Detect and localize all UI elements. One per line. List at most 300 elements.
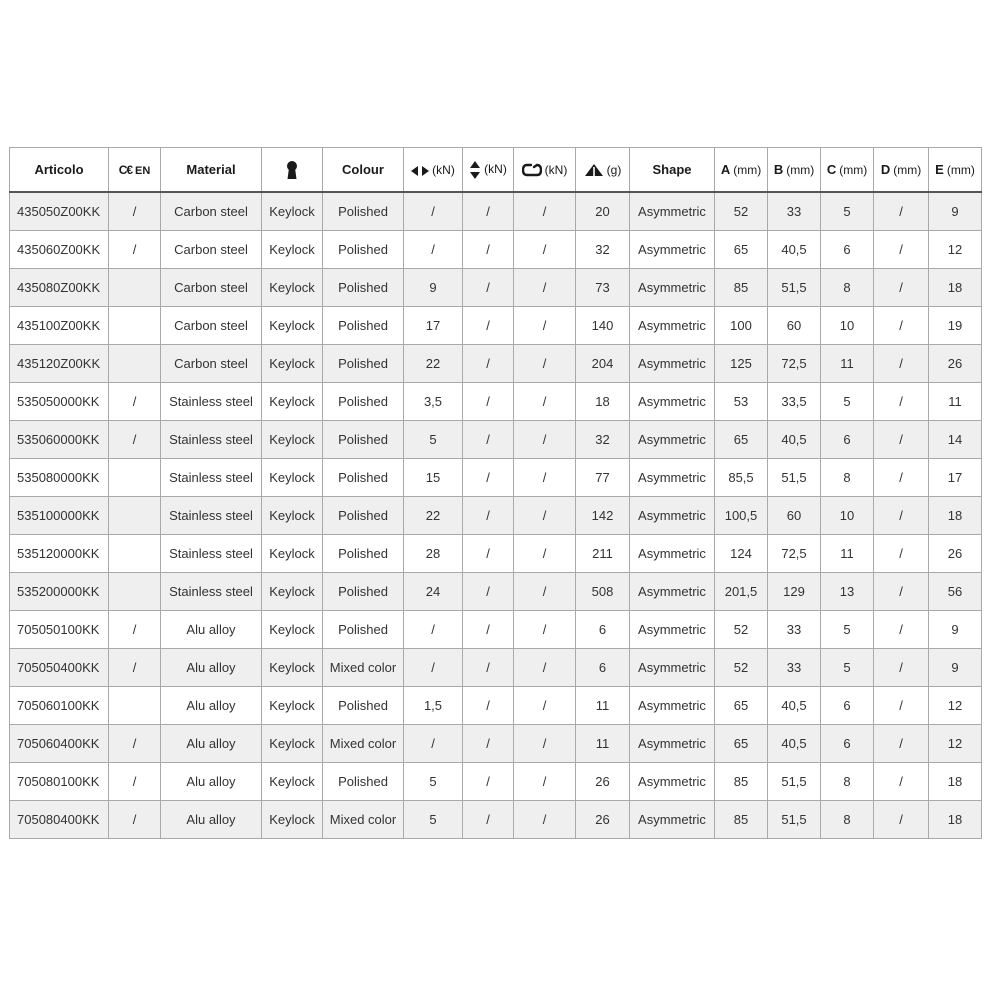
cell-dim-e: 9 [929,192,982,231]
cell-shape: Asymmetric [630,649,715,687]
table-row [10,459,982,497]
cell-major-axis: 5 [404,801,463,839]
table-row [10,763,982,801]
cell-dim-c: 13 [821,573,874,611]
cell-gate-open: / [514,725,576,763]
cell-shape: Asymmetric [630,231,715,269]
cell-dim-e: 26 [929,345,982,383]
cell-dim-c: 8 [821,801,874,839]
table-row [10,231,982,269]
cell-dim-b: 40,5 [768,687,821,725]
cell-weight: 508 [576,573,630,611]
table-header-row [10,148,982,193]
header-gate-open-strength [514,148,576,193]
cell-dim-a: 124 [715,535,768,573]
cell-certification [109,573,161,611]
cell-certification [109,307,161,345]
cell-major-axis: 22 [404,497,463,535]
keyhole-icon [286,160,298,180]
header-a-unit: (mm) [733,163,762,177]
cell-gate-open: / [514,307,576,345]
cell-colour: Mixed color [323,649,404,687]
cell-shape: Asymmetric [630,725,715,763]
cell-shape: Asymmetric [630,307,715,345]
cell-weight: 18 [576,383,630,421]
cell-material: Carbon steel [161,231,262,269]
cell-material: Alu alloy [161,763,262,801]
cell-dim-c: 8 [821,459,874,497]
cell-gate-open: / [514,459,576,497]
cell-major-axis: 24 [404,573,463,611]
cell-shape: Asymmetric [630,269,715,307]
cell-gate-open: / [514,383,576,421]
cell-dim-b: 51,5 [768,269,821,307]
table-row [10,383,982,421]
cell-dim-b: 60 [768,497,821,535]
table-row [10,573,982,611]
cell-dim-e: 18 [929,497,982,535]
header-d-label: D [880,162,891,177]
cell-major-axis: / [404,725,463,763]
header-cert-label: EN [135,165,151,177]
header-weight-unit: (g) [606,162,622,177]
cell-certification: / [109,192,161,231]
cell-weight: 32 [576,231,630,269]
header-dimension-a [715,148,768,193]
cell-dim-a: 65 [715,687,768,725]
cell-dim-c: 8 [821,763,874,801]
cell-dim-c: 6 [821,725,874,763]
cell-weight: 26 [576,801,630,839]
cell-shape: Asymmetric [630,611,715,649]
cell-dim-b: 51,5 [768,801,821,839]
gate-open-icon [522,163,542,177]
cell-dim-d: / [874,231,929,269]
cell-minor-axis: / [463,307,514,345]
table-row [10,192,982,231]
cell-dim-d: / [874,535,929,573]
header-e-unit: (mm) [946,163,975,177]
cell-certification: / [109,649,161,687]
cell-lock: Keylock [262,307,323,345]
cell-dim-c: 6 [821,231,874,269]
cell-dim-e: 56 [929,573,982,611]
table-row [10,269,982,307]
cell-code: 705050100KK [10,611,109,649]
cell-certification: / [109,611,161,649]
cell-certification: / [109,801,161,839]
table-row [10,421,982,459]
cell-shape: Asymmetric [630,763,715,801]
cell-code: 705060100KK [10,687,109,725]
cell-dim-e: 9 [929,611,982,649]
cell-lock: Keylock [262,611,323,649]
header-e-label: E [935,162,944,177]
cell-dim-b: 33,5 [768,383,821,421]
cell-gate-open: / [514,649,576,687]
cell-code: 705060400KK [10,725,109,763]
cell-dim-a: 100,5 [715,497,768,535]
cell-colour: Polished [323,497,404,535]
cell-gate-open: / [514,192,576,231]
cell-lock: Keylock [262,192,323,231]
header-d-unit: (mm) [893,163,922,177]
cell-gate-open: / [514,497,576,535]
cell-weight: 204 [576,345,630,383]
cell-shape: Asymmetric [630,573,715,611]
cell-certification: / [109,383,161,421]
cell-material: Carbon steel [161,192,262,231]
cell-material: Stainless steel [161,573,262,611]
cell-major-axis: 5 [404,421,463,459]
cell-gate-open: / [514,611,576,649]
cell-minor-axis: / [463,192,514,231]
cell-lock: Keylock [262,383,323,421]
cell-weight: 73 [576,269,630,307]
cell-certification [109,269,161,307]
cell-dim-e: 26 [929,535,982,573]
cell-colour: Polished [323,611,404,649]
cell-shape: Asymmetric [630,801,715,839]
cell-dim-c: 10 [821,497,874,535]
cell-certification [109,345,161,383]
cell-lock: Keylock [262,573,323,611]
cell-weight: 140 [576,307,630,345]
cell-major-axis: 3,5 [404,383,463,421]
cell-material: Stainless steel [161,421,262,459]
cell-dim-e: 12 [929,687,982,725]
header-dimension-e [929,148,982,193]
cell-lock: Keylock [262,345,323,383]
cell-certification: / [109,763,161,801]
cell-certification: / [109,231,161,269]
cell-code: 435050Z00KK [10,192,109,231]
header-lock [262,148,323,193]
cell-lock: Keylock [262,725,323,763]
cell-dim-c: 10 [821,307,874,345]
cell-code: 535080000KK [10,459,109,497]
header-code: Articolo [10,148,109,193]
cell-gate-open: / [514,421,576,459]
cell-gate-open: / [514,269,576,307]
ce-mark-icon: C€ [118,163,133,177]
header-weight [576,148,630,193]
cell-gate-open: / [514,573,576,611]
cell-dim-c: 5 [821,383,874,421]
cell-code: 705080400KK [10,801,109,839]
cell-dim-b: 51,5 [768,459,821,497]
cell-weight: 211 [576,535,630,573]
header-dimension-d [874,148,929,193]
cell-dim-d: / [874,307,929,345]
cell-lock: Keylock [262,535,323,573]
cell-dim-a: 85 [715,763,768,801]
cell-shape: Asymmetric [630,345,715,383]
cell-dim-e: 18 [929,801,982,839]
cell-major-axis: / [404,231,463,269]
header-dimension-c [821,148,874,193]
cell-dim-a: 52 [715,192,768,231]
table-row [10,801,982,839]
cell-major-axis: / [404,649,463,687]
header-material: Material [161,148,262,193]
cell-minor-axis: / [463,573,514,611]
cell-major-axis: 22 [404,345,463,383]
cell-colour: Polished [323,763,404,801]
cell-lock: Keylock [262,763,323,801]
cell-code: 435080Z00KK [10,269,109,307]
header-a-label: A [720,162,731,177]
cell-gate-open: / [514,345,576,383]
cell-gate-open: / [514,231,576,269]
cell-dim-e: 11 [929,383,982,421]
header-major-axis-strength [404,148,463,193]
cell-code: 535200000KK [10,573,109,611]
cell-minor-axis: / [463,459,514,497]
cell-colour: Polished [323,269,404,307]
table-row [10,687,982,725]
cell-gate-open: / [514,801,576,839]
cell-certification: / [109,725,161,763]
cell-dim-e: 18 [929,763,982,801]
cell-material: Stainless steel [161,497,262,535]
cell-shape: Asymmetric [630,421,715,459]
cell-dim-a: 52 [715,611,768,649]
table-row [10,307,982,345]
cell-dim-d: / [874,649,929,687]
cell-dim-e: 14 [929,421,982,459]
table-row [10,497,982,535]
cell-dim-d: / [874,383,929,421]
cell-dim-e: 12 [929,231,982,269]
cell-dim-e: 9 [929,649,982,687]
cell-weight: 11 [576,687,630,725]
cell-shape: Asymmetric [630,459,715,497]
cell-dim-c: 5 [821,611,874,649]
cell-colour: Polished [323,307,404,345]
cell-material: Stainless steel [161,535,262,573]
header-minor-unit: (kN) [484,161,507,176]
cell-code: 435120Z00KK [10,345,109,383]
cell-material: Alu alloy [161,611,262,649]
cell-weight: 11 [576,725,630,763]
cell-dim-c: 11 [821,345,874,383]
cell-code: 535050000KK [10,383,109,421]
cell-lock: Keylock [262,459,323,497]
cell-lock: Keylock [262,421,323,459]
cell-code: 705050400KK [10,649,109,687]
cell-material: Carbon steel [161,345,262,383]
cell-dim-b: 40,5 [768,231,821,269]
cell-major-axis: 1,5 [404,687,463,725]
cell-minor-axis: / [463,497,514,535]
major-axis-arrows-icon [411,165,429,177]
header-c-unit: (mm) [839,163,868,177]
weight-icon [584,163,604,177]
cell-dim-d: / [874,421,929,459]
cell-certification [109,535,161,573]
cell-weight: 32 [576,421,630,459]
cell-colour: Polished [323,573,404,611]
header-b-label: B [773,162,784,177]
cell-colour: Polished [323,421,404,459]
cell-lock: Keylock [262,687,323,725]
cell-dim-d: / [874,573,929,611]
cell-dim-b: 129 [768,573,821,611]
product-spec-table [9,147,982,839]
cell-major-axis: 5 [404,763,463,801]
cell-major-axis: 17 [404,307,463,345]
cell-certification: / [109,421,161,459]
cell-shape: Asymmetric [630,383,715,421]
cell-lock: Keylock [262,649,323,687]
cell-major-axis: 15 [404,459,463,497]
header-colour: Colour [323,148,404,193]
cell-code: 435060Z00KK [10,231,109,269]
cell-dim-b: 72,5 [768,345,821,383]
cell-dim-d: / [874,725,929,763]
cell-shape: Asymmetric [630,687,715,725]
cell-dim-d: / [874,497,929,535]
cell-minor-axis: / [463,231,514,269]
cell-dim-d: / [874,687,929,725]
cell-dim-c: 11 [821,535,874,573]
header-c-label: C [826,162,837,177]
cell-lock: Keylock [262,231,323,269]
cell-dim-e: 12 [929,725,982,763]
cell-lock: Keylock [262,497,323,535]
table-body [10,192,982,839]
cell-code: 535120000KK [10,535,109,573]
cell-gate-open: / [514,687,576,725]
cell-minor-axis: / [463,535,514,573]
cell-minor-axis: / [463,383,514,421]
cell-lock: Keylock [262,269,323,307]
cell-dim-b: 40,5 [768,725,821,763]
cell-minor-axis: / [463,345,514,383]
cell-minor-axis: / [463,687,514,725]
table-row [10,345,982,383]
cell-shape: Asymmetric [630,535,715,573]
cell-material: Alu alloy [161,649,262,687]
cell-colour: Polished [323,383,404,421]
cell-dim-d: / [874,801,929,839]
cell-major-axis: / [404,192,463,231]
cell-colour: Polished [323,345,404,383]
cell-major-axis: / [404,611,463,649]
cell-dim-d: / [874,459,929,497]
cell-shape: Asymmetric [630,192,715,231]
cell-certification [109,687,161,725]
cell-colour: Mixed color [323,801,404,839]
cell-colour: Polished [323,459,404,497]
cell-dim-a: 53 [715,383,768,421]
cell-dim-b: 40,5 [768,421,821,459]
cell-code: 705080100KK [10,763,109,801]
cell-material: Stainless steel [161,383,262,421]
cell-colour: Polished [323,231,404,269]
cell-dim-d: / [874,763,929,801]
cell-minor-axis: / [463,801,514,839]
cell-dim-c: 5 [821,649,874,687]
cell-dim-b: 33 [768,192,821,231]
cell-dim-b: 33 [768,649,821,687]
table-row [10,535,982,573]
cell-weight: 6 [576,611,630,649]
header-dimension-b [768,148,821,193]
header-gate-unit: (kN) [544,162,568,177]
cell-material: Alu alloy [161,687,262,725]
cell-dim-c: 8 [821,269,874,307]
header-certification [109,148,161,193]
cell-material: Carbon steel [161,307,262,345]
cell-material: Carbon steel [161,269,262,307]
cell-colour: Polished [323,192,404,231]
table-row [10,649,982,687]
cell-dim-c: 5 [821,192,874,231]
header-minor-axis-strength [463,148,514,193]
cell-dim-a: 65 [715,231,768,269]
cell-major-axis: 9 [404,269,463,307]
cell-material: Alu alloy [161,801,262,839]
cell-dim-e: 19 [929,307,982,345]
cell-certification [109,459,161,497]
cell-dim-a: 85 [715,801,768,839]
cell-dim-d: / [874,611,929,649]
cell-code: 435100Z00KK [10,307,109,345]
cell-dim-b: 72,5 [768,535,821,573]
header-shape: Shape [630,148,715,193]
header-major-unit: (kN) [432,163,455,177]
cell-minor-axis: / [463,763,514,801]
cell-material: Alu alloy [161,725,262,763]
header-b-unit: (mm) [786,163,815,177]
cell-gate-open: / [514,535,576,573]
cell-dim-a: 65 [715,725,768,763]
cell-dim-b: 60 [768,307,821,345]
cell-minor-axis: / [463,421,514,459]
cell-minor-axis: / [463,269,514,307]
cell-material: Stainless steel [161,459,262,497]
cell-weight: 20 [576,192,630,231]
cell-dim-d: / [874,345,929,383]
cell-lock: Keylock [262,801,323,839]
cell-minor-axis: / [463,649,514,687]
cell-major-axis: 28 [404,535,463,573]
cell-colour: Polished [323,687,404,725]
cell-dim-a: 85 [715,269,768,307]
cell-dim-e: 18 [929,269,982,307]
minor-axis-arrows-icon [469,161,481,179]
cell-weight: 77 [576,459,630,497]
cell-gate-open: / [514,763,576,801]
cell-code: 535100000KK [10,497,109,535]
cell-dim-a: 201,5 [715,573,768,611]
cell-dim-e: 17 [929,459,982,497]
cell-minor-axis: / [463,725,514,763]
cell-dim-a: 85,5 [715,459,768,497]
cell-dim-a: 65 [715,421,768,459]
cell-colour: Mixed color [323,725,404,763]
cell-dim-a: 100 [715,307,768,345]
table-row [10,725,982,763]
cell-weight: 26 [576,763,630,801]
cell-dim-b: 33 [768,611,821,649]
cell-code: 535060000KK [10,421,109,459]
cell-shape: Asymmetric [630,497,715,535]
cell-weight: 6 [576,649,630,687]
cell-colour: Polished [323,535,404,573]
